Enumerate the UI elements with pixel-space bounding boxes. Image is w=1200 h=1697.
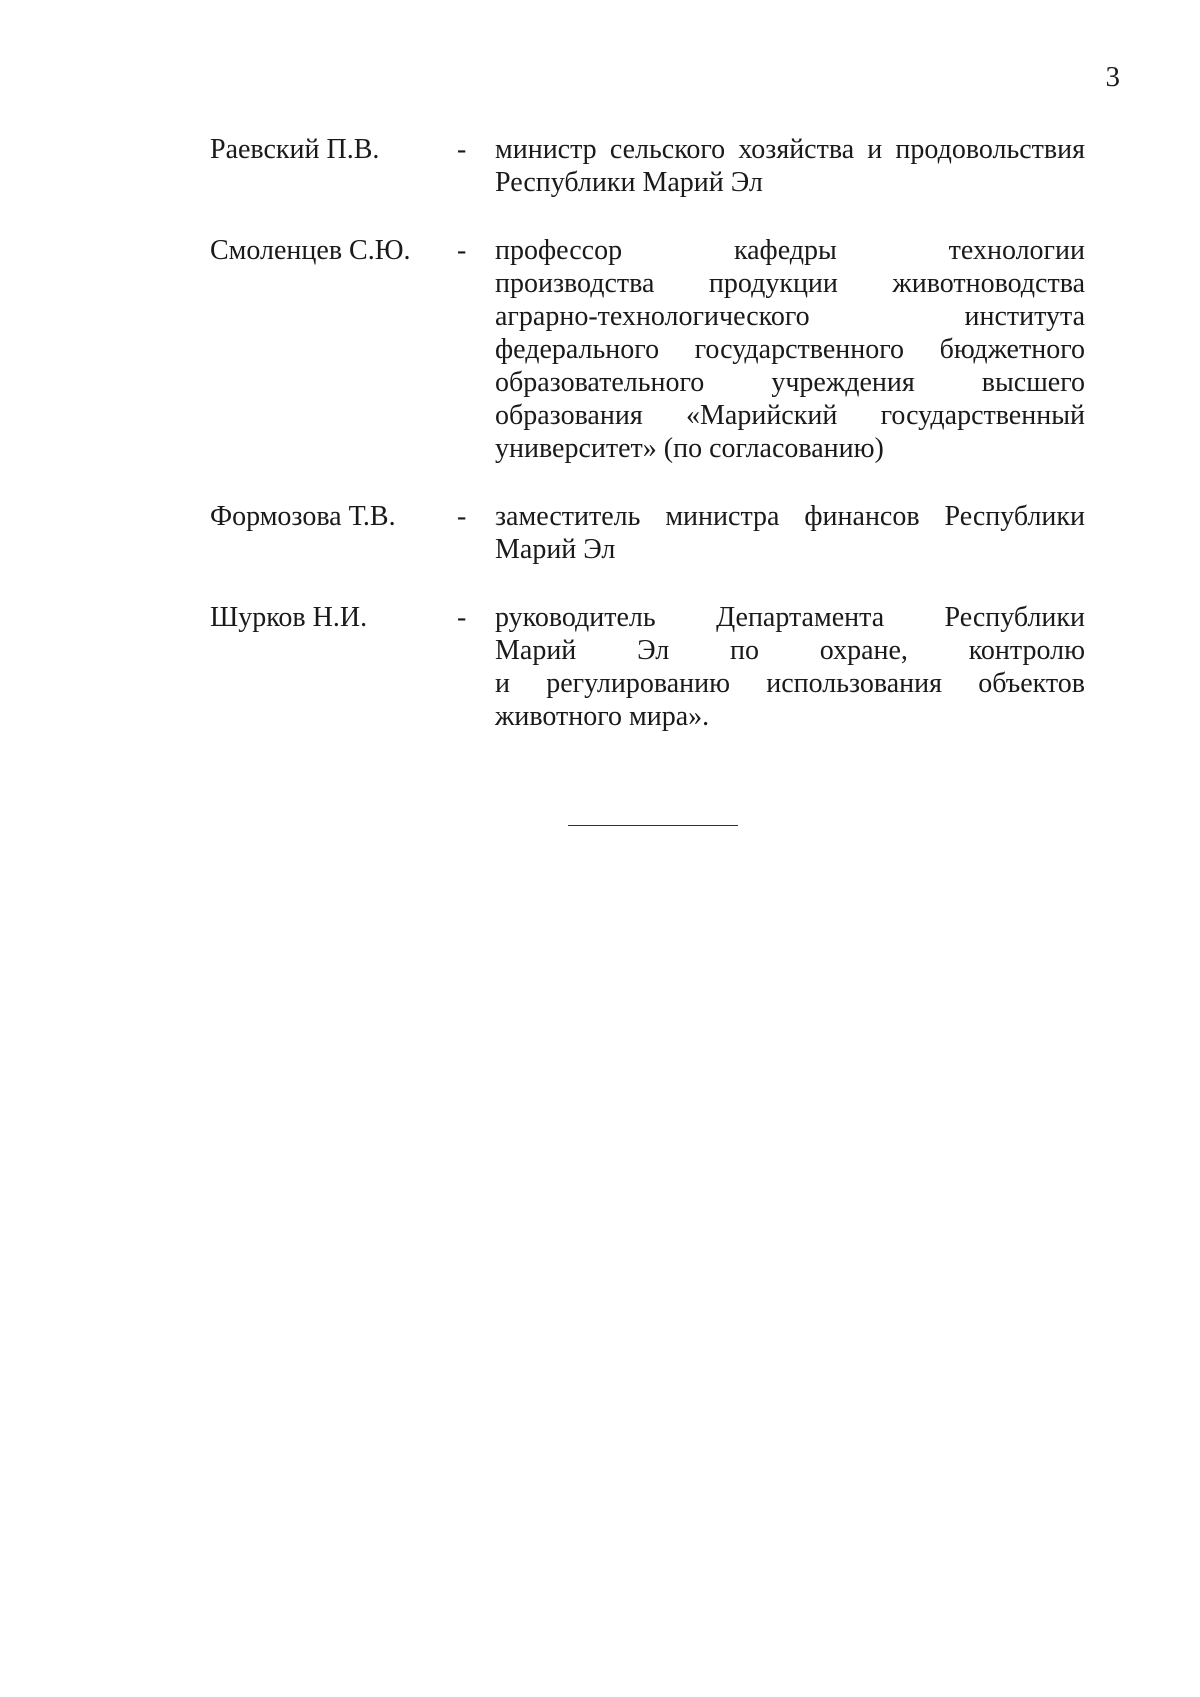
- member-name: Шурков Н.И.: [210, 602, 368, 633]
- position-line: образовательного учреждения высшего: [495, 367, 1085, 398]
- position-line: университет» (по согласованию): [495, 433, 884, 464]
- position-line: аграрно-технологического института: [495, 301, 1085, 332]
- member-name: Смоленцев С.Ю.: [210, 235, 411, 266]
- member-position: [495, 601, 1085, 733]
- position-line: животного мира».: [495, 701, 710, 732]
- page-number: 3: [1105, 61, 1120, 93]
- position-line: Марий Эл по охране, контролю: [495, 635, 1085, 666]
- member-name: Формозова Т.В.: [210, 501, 396, 532]
- position-line: заместитель министра финансов Республики: [495, 501, 1085, 532]
- position-line: производства продукции животноводства: [495, 268, 1085, 299]
- member-entry: [210, 500, 1094, 566]
- separator-dash: -: [457, 235, 467, 266]
- member-entry: [210, 133, 1094, 199]
- position-line: руководитель Департамента Республики: [495, 602, 1085, 633]
- member-position: [495, 500, 1085, 566]
- member-position: [495, 133, 1085, 199]
- position-line: и регулированию использования объектов: [495, 668, 1085, 699]
- position-line: федерального государственного бюджетного: [495, 334, 1085, 365]
- position-line: министр сельского хозяйства и продовольствия: [495, 134, 1085, 165]
- end-divider-line: [568, 825, 738, 826]
- member-name: Раевский П.В.: [210, 134, 380, 165]
- position-line: Республики Марий Эл: [495, 167, 763, 198]
- member-entry: [210, 601, 1094, 733]
- member-position: [495, 234, 1085, 465]
- position-line: образования «Марийский государственный: [495, 400, 1085, 431]
- separator-dash: -: [457, 602, 467, 633]
- position-line: Марий Эл: [495, 534, 616, 565]
- position-line: профессор кафедры технологии: [495, 235, 1085, 266]
- separator-dash: -: [457, 134, 467, 165]
- member-list: [210, 133, 1094, 768]
- member-entry: [210, 234, 1094, 465]
- separator-dash: -: [457, 501, 467, 532]
